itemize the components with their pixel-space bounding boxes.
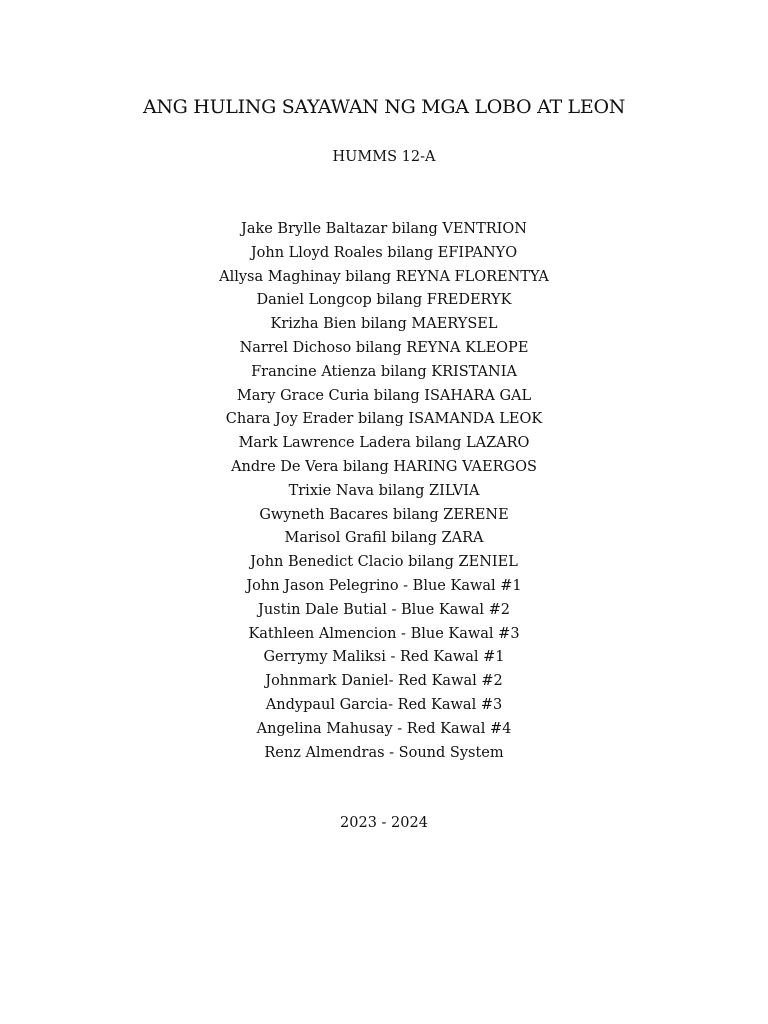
cast-item: Kathleen Almencion - Blue Kawal #3 [248, 625, 520, 642]
cast-item: Daniel Longcop bilang FREDERYK [256, 292, 512, 309]
cast-item: John Benedict Clacio bilang ZENIEL [250, 554, 518, 571]
cast-item: Krizha Bien bilang MAERYSEL [270, 316, 498, 333]
cast-item: John Lloyd Roales bilang EFIPANYO [250, 244, 518, 261]
cast-item: Andre De Vera bilang HARING VAERGOS [231, 458, 537, 475]
cast-item: John Jason Pelegrino - Blue Kawal #1 [246, 577, 522, 594]
cast-item: Renz Almendras - Sound System [264, 744, 504, 761]
cast-item: Justin Dale Butial - Blue Kawal #2 [258, 601, 510, 618]
cast-item: Johnmark Daniel- Red Kawal #2 [265, 673, 503, 690]
school-year: 2023 - 2024 [340, 815, 428, 831]
section-label: HUMMS 12-A [332, 149, 436, 165]
cast-item: Gwyneth Bacares bilang ZERENE [259, 506, 509, 523]
cast-item: Mary Grace Curia bilang ISAHARA GAL [236, 387, 532, 404]
cast-item: Trixie Nava bilang ZILVIA [288, 482, 480, 499]
cast-item: Andypaul Garcia- Red Kawal #3 [265, 696, 503, 713]
cast-item: Gerrymy Maliksi - Red Kawal #1 [263, 649, 505, 666]
cast-item: Chara Joy Erader bilang ISAMANDA LEOK [225, 411, 543, 428]
cast-item: Jake Brylle Baltazar bilang VENTRION [241, 221, 527, 237]
cast-item: Narrel Dichoso bilang REYNA KLEOPE [239, 339, 529, 356]
cast-list [0, 218, 768, 765]
cast-item: Angelina Mahusay - Red Kawal #4 [256, 720, 512, 737]
cast-item: Mark Lawrence Ladera bilang LAZARO [238, 435, 530, 452]
cast-item: Marisol Grafil bilang ZARA [284, 530, 484, 547]
cast-item: Francine Atienza bilang KRISTANIA [251, 363, 517, 380]
document-title: ANG HULING SAYAWAN NG MGA LOBO AT LEON [142, 96, 626, 118]
cast-item: Allysa Maghinay bilang REYNA FLORENTYA [219, 268, 549, 285]
